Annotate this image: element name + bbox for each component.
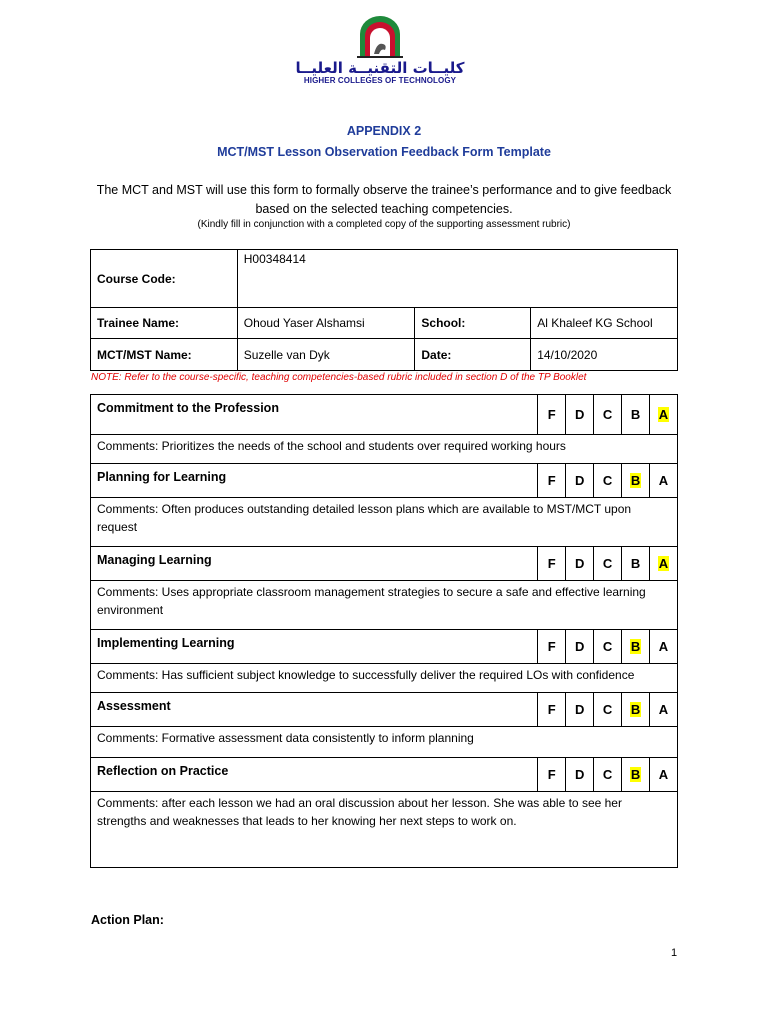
grade-label: C xyxy=(602,556,613,571)
competency-comment: Comments: Formative assessment data consistently to inform planning xyxy=(91,727,678,758)
grade-cell-a xyxy=(649,395,677,435)
grade-label: D xyxy=(574,407,585,422)
grade-label-selected: A xyxy=(658,407,669,422)
hct-emblem-icon xyxy=(357,14,403,58)
course-code-label: Course Code: xyxy=(91,250,238,308)
grade-label: C xyxy=(602,473,613,488)
grade-label: A xyxy=(658,767,669,782)
competency-title: Planning for Learning xyxy=(91,464,538,498)
grade-cell-d xyxy=(566,547,594,581)
grade-label: B xyxy=(630,407,641,422)
grade-cell-b xyxy=(622,693,650,727)
grade-label-selected: B xyxy=(630,639,641,654)
school-value: Al Khaleef KG School xyxy=(531,308,678,339)
competency-title: Assessment xyxy=(91,693,538,727)
grade-cell-a xyxy=(649,758,677,792)
grade-cell-b xyxy=(622,630,650,664)
grade-cell-a xyxy=(649,464,677,498)
intro-text xyxy=(80,181,688,219)
grade-label-selected: B xyxy=(630,767,641,782)
date-value: 14/10/2020 xyxy=(531,339,678,371)
comment-row xyxy=(91,664,678,693)
comment-row xyxy=(91,435,678,464)
competency-row xyxy=(91,693,678,727)
grade-label: D xyxy=(574,702,585,717)
grade-cell-c xyxy=(594,464,622,498)
competency-comment: Comments: Has sufficient subject knowledge to successfully deliver the required LOs with confidence xyxy=(91,664,678,693)
grade-label: A xyxy=(658,639,669,654)
appendix-title: APPENDIX 2 xyxy=(346,124,422,138)
action-plan-label: Action Plan: xyxy=(91,913,164,927)
comment-row xyxy=(91,727,678,758)
grade-cell-d xyxy=(566,758,594,792)
grade-label: C xyxy=(602,767,613,782)
grade-label: F xyxy=(547,639,556,654)
competency-row xyxy=(91,758,678,792)
grade-label: D xyxy=(574,473,585,488)
grade-label: A xyxy=(658,473,669,488)
grade-cell-f xyxy=(538,630,566,664)
hct-logo xyxy=(290,14,470,94)
grade-label: D xyxy=(574,556,585,571)
course-code-value: H00348414 xyxy=(237,250,677,308)
grade-cell-c xyxy=(594,758,622,792)
grade-cell-d xyxy=(566,395,594,435)
mentor-name-value: Suzelle van Dyk xyxy=(237,339,415,371)
mentor-name-label: MCT/MST Name: xyxy=(91,339,238,371)
grade-cell-d xyxy=(566,630,594,664)
logo-arabic-text: كليــات التقنيــة العليــا xyxy=(295,59,465,77)
grade-label: C xyxy=(602,702,613,717)
grade-label: A xyxy=(658,702,669,717)
page-number: 1 xyxy=(671,947,678,959)
grade-cell-c xyxy=(594,547,622,581)
grade-label: C xyxy=(602,639,613,654)
competency-comment: Comments: Prioritizes the needs of the school and students over required working hours xyxy=(91,435,678,464)
grade-cell-b xyxy=(622,395,650,435)
grade-label: F xyxy=(547,407,556,422)
grade-cell-c xyxy=(594,693,622,727)
grade-label: B xyxy=(630,556,641,571)
competency-comment: Comments: after each lesson we had an oral discussion about her lesson. She was able to see her strengths and weaknesses that leads to her knowing her next steps to work on. xyxy=(91,792,678,868)
competency-row xyxy=(91,547,678,581)
form-title: MCT/MST Lesson Observation Feedback Form Template xyxy=(217,145,551,159)
info-table xyxy=(90,249,678,371)
grade-cell-f xyxy=(538,395,566,435)
grade-cell-b xyxy=(622,547,650,581)
grade-label: F xyxy=(547,556,556,571)
grade-cell-d xyxy=(566,464,594,498)
kindly-note: (Kindly fill in conjunction with a completed copy of the supporting assessment rubric) xyxy=(197,219,571,230)
grade-cell-a xyxy=(649,547,677,581)
grade-cell-a xyxy=(649,630,677,664)
grade-label: D xyxy=(574,639,585,654)
grade-cell-d xyxy=(566,693,594,727)
grade-cell-f xyxy=(538,693,566,727)
comment-row xyxy=(91,498,678,547)
grade-label-selected: B xyxy=(630,702,641,717)
grade-label: D xyxy=(574,767,585,782)
intro-line-1: The MCT and MST will use this form to formally observe the trainee’s performance and to give feedback xyxy=(96,183,672,197)
intro-line-2: based on the selected teaching competencies. xyxy=(255,202,513,216)
competency-comment: Comments: Uses appropriate classroom management strategies to secure a safe and effective learning environment xyxy=(91,581,678,630)
competency-title: Commitment to the Profession xyxy=(91,395,538,435)
grade-cell-c xyxy=(594,395,622,435)
grade-cell-a xyxy=(649,693,677,727)
competency-title: Implementing Learning xyxy=(91,630,538,664)
grade-cell-b xyxy=(622,758,650,792)
logo-english-text: HIGHER COLLEGES OF TECHNOLOGY xyxy=(303,76,457,85)
grade-label: F xyxy=(547,702,556,717)
competencies-table xyxy=(90,394,678,868)
date-label: Date: xyxy=(415,339,531,371)
grade-cell-f xyxy=(538,758,566,792)
trainee-name-label: Trainee Name: xyxy=(91,308,238,339)
competency-title: Managing Learning xyxy=(91,547,538,581)
competency-row xyxy=(91,395,678,435)
grade-label-selected: A xyxy=(658,556,669,571)
competency-row xyxy=(91,464,678,498)
grade-label: C xyxy=(602,407,613,422)
grade-label-selected: B xyxy=(630,473,641,488)
competency-title: Reflection on Practice xyxy=(91,758,538,792)
rubric-note: NOTE: Refer to the course-specific, teaching competencies-based rubric included in section D of the TP Booklet xyxy=(91,372,587,383)
comment-row xyxy=(91,792,678,868)
comment-row xyxy=(91,581,678,630)
competency-comment: Comments: Often produces outstanding detailed lesson plans which are available to MST/MCT upon request xyxy=(91,498,678,547)
grade-cell-f xyxy=(538,547,566,581)
grade-cell-f xyxy=(538,464,566,498)
competency-row xyxy=(91,630,678,664)
grade-label: F xyxy=(547,473,556,488)
grade-cell-c xyxy=(594,630,622,664)
school-label: School: xyxy=(415,308,531,339)
trainee-name-value: Ohoud Yaser Alshamsi xyxy=(237,308,415,339)
grade-label: F xyxy=(547,767,556,782)
grade-cell-b xyxy=(622,464,650,498)
